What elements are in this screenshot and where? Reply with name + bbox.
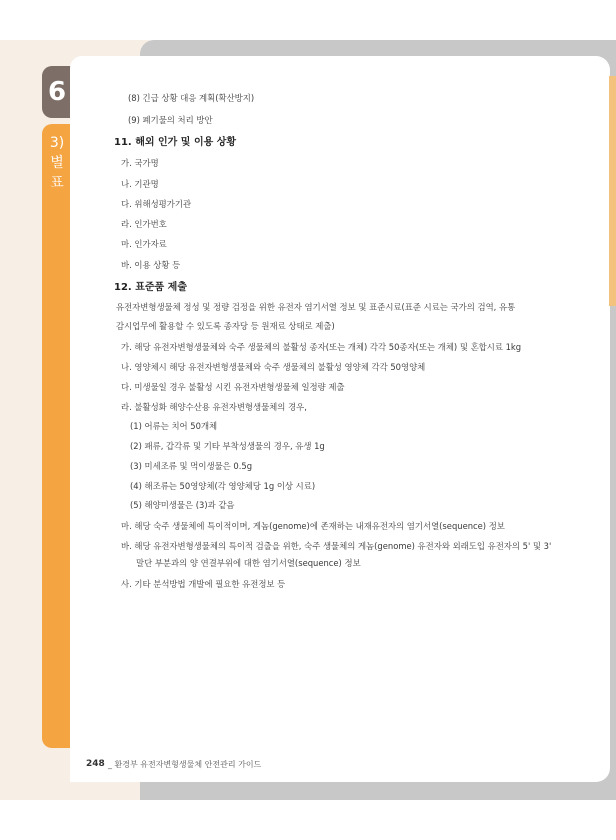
list-item: 마. 해당 숙주 생물체에 특이적이며, 게놈(genome)에 존재하는 내재유전자의 염기서열(sequence) 정보 bbox=[121, 521, 505, 531]
section-tab-label bbox=[46, 133, 68, 193]
paragraph-line: 감시업무에 활용할 수 있도록 종자당 등 원재료 상태로 제출) bbox=[116, 321, 335, 331]
section-label-2: 표 bbox=[50, 175, 64, 191]
paragraph-line: 유전자변형생물체 정성 및 정량 검정을 위한 유전자 염기서열 정보 및 표준시료(표준 시료는 국가의 검역, 유통 bbox=[116, 302, 516, 312]
list-item: 마. 인가자료 bbox=[121, 239, 167, 249]
list-item: 라. 인가번호 bbox=[121, 219, 167, 229]
list-item: 나. 영양체시 해당 유전자변형생물체와 숙주 생물체의 불활성 영양체 각각 50영양체 bbox=[121, 362, 426, 372]
list-item: 바. 해당 유전자변형생물체의 특이적 검출을 위한, 숙주 생물체의 게놈(genome) 유전자와 외래도입 유전자의 5' 및 3' bbox=[121, 541, 552, 551]
list-item: 가. 해당 유전자변형생물체와 숙주 생물체의 불활성 종자(또는 개체) 각각 50종자(또는 개체) 및 혼합시료 1kg bbox=[121, 342, 522, 352]
list-item: (8) 긴급 상황 대응 계획(확산방지) bbox=[128, 93, 255, 103]
list-item: (3) 미세조류 및 먹이생물은 0.5g bbox=[130, 461, 253, 471]
list-item: 바. 이용 상황 등 bbox=[121, 260, 181, 270]
list-item: (4) 해조류는 50영양체(각 영양체당 1g 이상 시료) bbox=[130, 481, 316, 491]
chapter-tab: 6 bbox=[42, 66, 84, 118]
list-item: (5) 해양미생물은 (3)과 같음 bbox=[130, 500, 235, 510]
list-item: 사. 기타 분석방법 개발에 필요한 유전정보 등 bbox=[121, 579, 286, 589]
list-item: 가. 국가명 bbox=[121, 158, 159, 168]
list-item: 나. 기관명 bbox=[121, 179, 159, 189]
list-item: 다. 위해성평가기관 bbox=[121, 199, 192, 209]
list-item: 라. 불활성화 해양수산용 유전자변형생물체의 경우, bbox=[121, 402, 307, 412]
list-item: (2) 패류, 갑각류 및 기타 부착성생물의 경우, 유생 1g bbox=[130, 441, 325, 451]
page-number: 248 bbox=[86, 759, 105, 769]
list-item: 말단 부분과의 양 연결부위에 대한 염기서열(sequence) 정보 bbox=[136, 558, 361, 568]
list-item: (1) 어류는 치어 50개체 bbox=[130, 421, 218, 431]
list-item: 다. 미생물일 경우 불활성 시킨 유전자변형생물체 일정량 제출 bbox=[121, 382, 345, 392]
section-heading-12: 12. 표준품 제출 bbox=[114, 282, 187, 293]
footer-title: _ 환경부 유전자변형생물체 안전관리 가이드 bbox=[108, 760, 262, 769]
list-item: (9) 폐기물의 처리 방안 bbox=[128, 115, 213, 125]
section-heading-11: 11. 해외 인가 및 이용 상황 bbox=[114, 137, 237, 148]
side-strip bbox=[609, 76, 616, 306]
section-number: 3) bbox=[49, 135, 65, 151]
section-label-1: 별 bbox=[50, 155, 64, 171]
